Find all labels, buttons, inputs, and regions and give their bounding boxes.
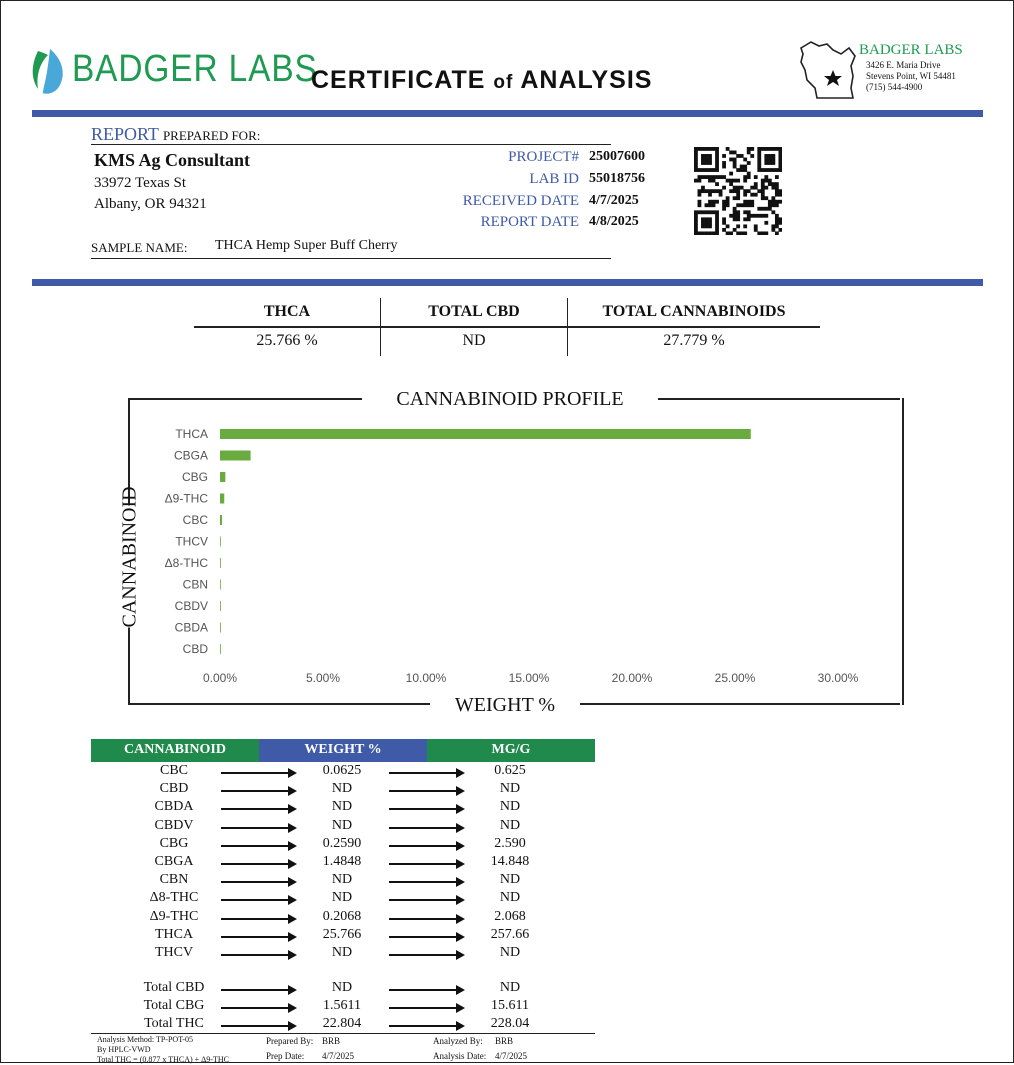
mg-value: ND xyxy=(499,799,521,815)
chart-frame-bottom-right xyxy=(580,703,900,705)
mg-value: 2.068 xyxy=(494,908,526,924)
weight-value: ND xyxy=(331,945,353,960)
arrow-icon xyxy=(389,772,463,774)
bar xyxy=(220,558,221,568)
arrow-icon xyxy=(221,989,295,991)
bar xyxy=(220,537,221,547)
total-thc-formula: Total THC = (0.877 x THCA) + Δ9-THC xyxy=(97,1055,229,1064)
arrow-icon xyxy=(221,808,295,810)
y-tick-label: CBDA xyxy=(174,620,208,635)
bar xyxy=(220,623,221,633)
x-tick-label: 30.00% xyxy=(817,671,859,685)
report-prepared-for: REPORT PREPARED FOR: xyxy=(91,124,261,144)
results-table-body xyxy=(91,762,595,1034)
mg-value: ND xyxy=(499,980,521,995)
lab-address-line1: 3426 E. Maria Drive xyxy=(866,60,941,70)
received-date-label: RECEIVED DATE xyxy=(462,193,579,209)
cannabinoid-name: Δ8-THC xyxy=(149,890,199,906)
logo-text: BADGER LABS xyxy=(72,48,318,90)
sample-underline xyxy=(91,258,611,259)
report-date-label: REPORT DATE xyxy=(480,214,579,230)
y-tick-label: Δ9-THC xyxy=(164,491,208,506)
mg-value: ND xyxy=(499,817,521,833)
bar xyxy=(220,472,225,482)
cannabinoid-name: Total CBG xyxy=(143,998,205,1014)
mg-value: 14.848 xyxy=(490,854,530,869)
arrow-icon xyxy=(389,1007,463,1009)
lab-phone: (715) 544-4900 xyxy=(866,82,923,92)
weight-value: 0.0625 xyxy=(322,763,362,778)
cannabinoid-name: Total CBD xyxy=(143,980,205,995)
sample-name-value: THCA Hemp Super Buff Cherry xyxy=(215,238,398,253)
results-bottom-rule xyxy=(91,1033,595,1034)
cannabinoid-name: Δ9-THC xyxy=(149,908,199,924)
arrow-icon xyxy=(221,918,295,920)
cannabinoid-name: CBG xyxy=(159,835,189,851)
prepared-by-value: BRB xyxy=(322,1036,341,1046)
weight-value: ND xyxy=(331,980,353,995)
weight-value: ND xyxy=(331,781,353,797)
summary-value-total-cbd: ND xyxy=(462,332,486,349)
mg-value: 2.590 xyxy=(494,835,526,851)
table-row xyxy=(91,889,595,907)
x-tick-label: 20.00% xyxy=(611,671,653,685)
arrow-icon xyxy=(389,863,463,865)
chart-frame-top-left xyxy=(128,398,362,400)
prep-date-label: Prep Date: xyxy=(266,1051,305,1061)
bar xyxy=(220,429,751,439)
x-tick-label: 15.00% xyxy=(508,671,550,685)
x-tick-label: 10.00% xyxy=(405,671,447,685)
document-title: CERTIFICATE of ANALYSIS xyxy=(311,66,653,94)
analysis-date-value: 4/7/2025 xyxy=(495,1051,528,1061)
chart-frame-bottom-left xyxy=(128,703,430,705)
analyzed-by-value: BRB xyxy=(495,1036,514,1046)
arrow-icon xyxy=(389,845,463,847)
table-row xyxy=(91,798,595,816)
weight-value: 1.4848 xyxy=(322,854,362,869)
table-row xyxy=(91,944,595,962)
lab-name: BADGER LABS xyxy=(859,42,963,58)
arrow-icon xyxy=(389,954,463,956)
summary-header-total-cannabinoids: TOTAL CANNABINOIDS xyxy=(602,303,786,320)
cannabinoid-name: CBGA xyxy=(154,854,194,869)
mg-value: 15.611 xyxy=(491,998,529,1014)
analysis-date-label: Analysis Date: xyxy=(433,1051,487,1061)
y-tick-label: CBGA xyxy=(173,448,208,463)
analyzed-by-label: Analyzed By: xyxy=(433,1036,483,1046)
y-tick-label: CBG xyxy=(181,470,208,484)
cannabinoid-profile-chart xyxy=(130,420,898,700)
cannabinoid-name: CBDV xyxy=(154,817,194,833)
arrow-icon xyxy=(389,918,463,920)
y-tick-label: CBD xyxy=(182,642,208,656)
arrow-icon xyxy=(221,827,295,829)
y-tick-label: CBN xyxy=(182,577,208,592)
weight-value: ND xyxy=(331,872,353,888)
bar xyxy=(220,644,221,654)
summary-value-thca: 25.766 % xyxy=(256,332,318,349)
weight-value: ND xyxy=(331,817,353,833)
report-underline xyxy=(91,144,611,145)
project-label: PROJECT# xyxy=(508,149,579,165)
analysis-method-hplc: By HPLC-VWD xyxy=(97,1045,151,1054)
arrow-icon xyxy=(221,881,295,883)
mg-value: 228.04 xyxy=(490,1016,530,1032)
sample-name-label: SAMPLE NAME: xyxy=(91,240,188,255)
analysis-method: Analysis Method: TP-POT-05 xyxy=(97,1035,194,1044)
received-date-value: 4/7/2025 xyxy=(589,193,639,208)
prepared-by-label: Prepared By: xyxy=(266,1036,314,1046)
weight-value: 0.2590 xyxy=(322,835,362,851)
arrow-icon xyxy=(389,827,463,829)
table-row xyxy=(91,817,595,835)
arrow-icon xyxy=(389,808,463,810)
y-tick-label: Δ8-THC xyxy=(164,556,208,570)
x-tick-label: 5.00% xyxy=(305,671,341,685)
summary-header-thca: THCA xyxy=(263,303,311,320)
table-row xyxy=(91,853,595,871)
arrow-icon xyxy=(221,1025,295,1027)
bar xyxy=(220,515,222,525)
y-tick-label: THCV xyxy=(175,534,208,549)
summary-value-total-cannabinoids: 27.779 % xyxy=(663,332,725,349)
table-row xyxy=(91,780,595,798)
arrow-icon xyxy=(221,899,295,901)
cannabinoid-name: CBD xyxy=(159,781,189,797)
header-divider xyxy=(32,110,983,117)
bar xyxy=(220,494,224,504)
weight-value: 22.804 xyxy=(322,1016,362,1032)
wisconsin-map-icon xyxy=(797,36,861,107)
y-tick-label: CBDV xyxy=(174,599,208,613)
mg-value: 0.625 xyxy=(494,763,526,778)
table-row xyxy=(91,762,595,780)
x-tick-label: 25.00% xyxy=(714,671,756,685)
results-header-weight: WEIGHT % xyxy=(259,739,427,762)
table-row xyxy=(91,1015,595,1033)
weight-value: ND xyxy=(331,890,353,906)
arrow-icon xyxy=(221,845,295,847)
arrow-icon xyxy=(389,881,463,883)
report-date-value: 4/8/2025 xyxy=(589,214,639,229)
cannabinoid-name: CBC xyxy=(159,763,188,778)
arrow-icon xyxy=(221,863,295,865)
table-row xyxy=(91,997,595,1015)
y-tick-label: THCA xyxy=(175,427,208,441)
prep-date-value: 4/7/2025 xyxy=(322,1051,355,1061)
table-row xyxy=(91,979,595,997)
arrow-icon xyxy=(389,989,463,991)
mg-value: ND xyxy=(499,945,521,960)
lab-address-line2: Stevens Point, WI 54481 xyxy=(866,71,956,81)
table-row xyxy=(91,871,595,889)
arrow-icon xyxy=(221,790,295,792)
cannabinoid-name: THCA xyxy=(154,926,194,942)
section-divider xyxy=(32,279,983,286)
bar xyxy=(220,601,221,611)
mg-value: 257.66 xyxy=(490,926,530,942)
arrow-icon xyxy=(389,790,463,792)
cannabinoid-name: THCV xyxy=(154,945,194,960)
client-address2: Albany, OR 94321 xyxy=(94,196,207,212)
bar xyxy=(220,451,251,461)
leaf-logo-icon xyxy=(30,45,68,102)
arrow-icon xyxy=(389,1025,463,1027)
table-row xyxy=(91,835,595,853)
cannabinoid-name: CBN xyxy=(159,872,189,888)
y-tick-label: CBC xyxy=(182,513,208,527)
chart-frame-top-right xyxy=(658,398,900,400)
chart-title: CANNABINOID PROFILE xyxy=(396,388,624,410)
results-header-cannabinoid: CANNABINOID xyxy=(91,739,259,762)
lab-id-value: 55018756 xyxy=(589,171,645,186)
mg-value: ND xyxy=(499,890,521,906)
arrow-icon xyxy=(221,936,295,938)
arrow-icon xyxy=(221,954,295,956)
weight-value: 25.766 xyxy=(322,926,362,942)
x-tick-label: 0.00% xyxy=(202,671,238,685)
table-row xyxy=(91,926,595,944)
chart-x-axis-label: WEIGHT % xyxy=(440,694,570,717)
chart-y-axis-label: CANNABINOID xyxy=(118,486,141,628)
cannabinoid-name: CBDA xyxy=(154,799,194,815)
project-value: 25007600 xyxy=(589,149,645,164)
mg-value: ND xyxy=(499,872,521,888)
weight-value: ND xyxy=(331,799,353,815)
cannabinoid-name: Total THC xyxy=(144,1016,204,1032)
qr-code-icon[interactable] xyxy=(694,147,782,240)
summary-header-total-cbd: TOTAL CBD xyxy=(428,303,520,320)
summary-table xyxy=(194,298,820,356)
weight-value: 1.5611 xyxy=(323,998,361,1014)
bar xyxy=(220,580,221,590)
results-header-mg: MG/G xyxy=(427,739,595,762)
client-address1: 33972 Texas St xyxy=(94,175,187,191)
weight-value: 0.2068 xyxy=(322,908,362,924)
arrow-icon xyxy=(389,899,463,901)
table-row xyxy=(91,908,595,926)
mg-value: ND xyxy=(499,781,521,797)
arrow-icon xyxy=(221,772,295,774)
arrow-icon xyxy=(221,1007,295,1009)
lab-id-label: LAB ID xyxy=(529,171,579,187)
arrow-icon xyxy=(389,936,463,938)
summary-rule xyxy=(194,326,820,328)
client-name: KMS Ag Consultant xyxy=(94,150,251,170)
